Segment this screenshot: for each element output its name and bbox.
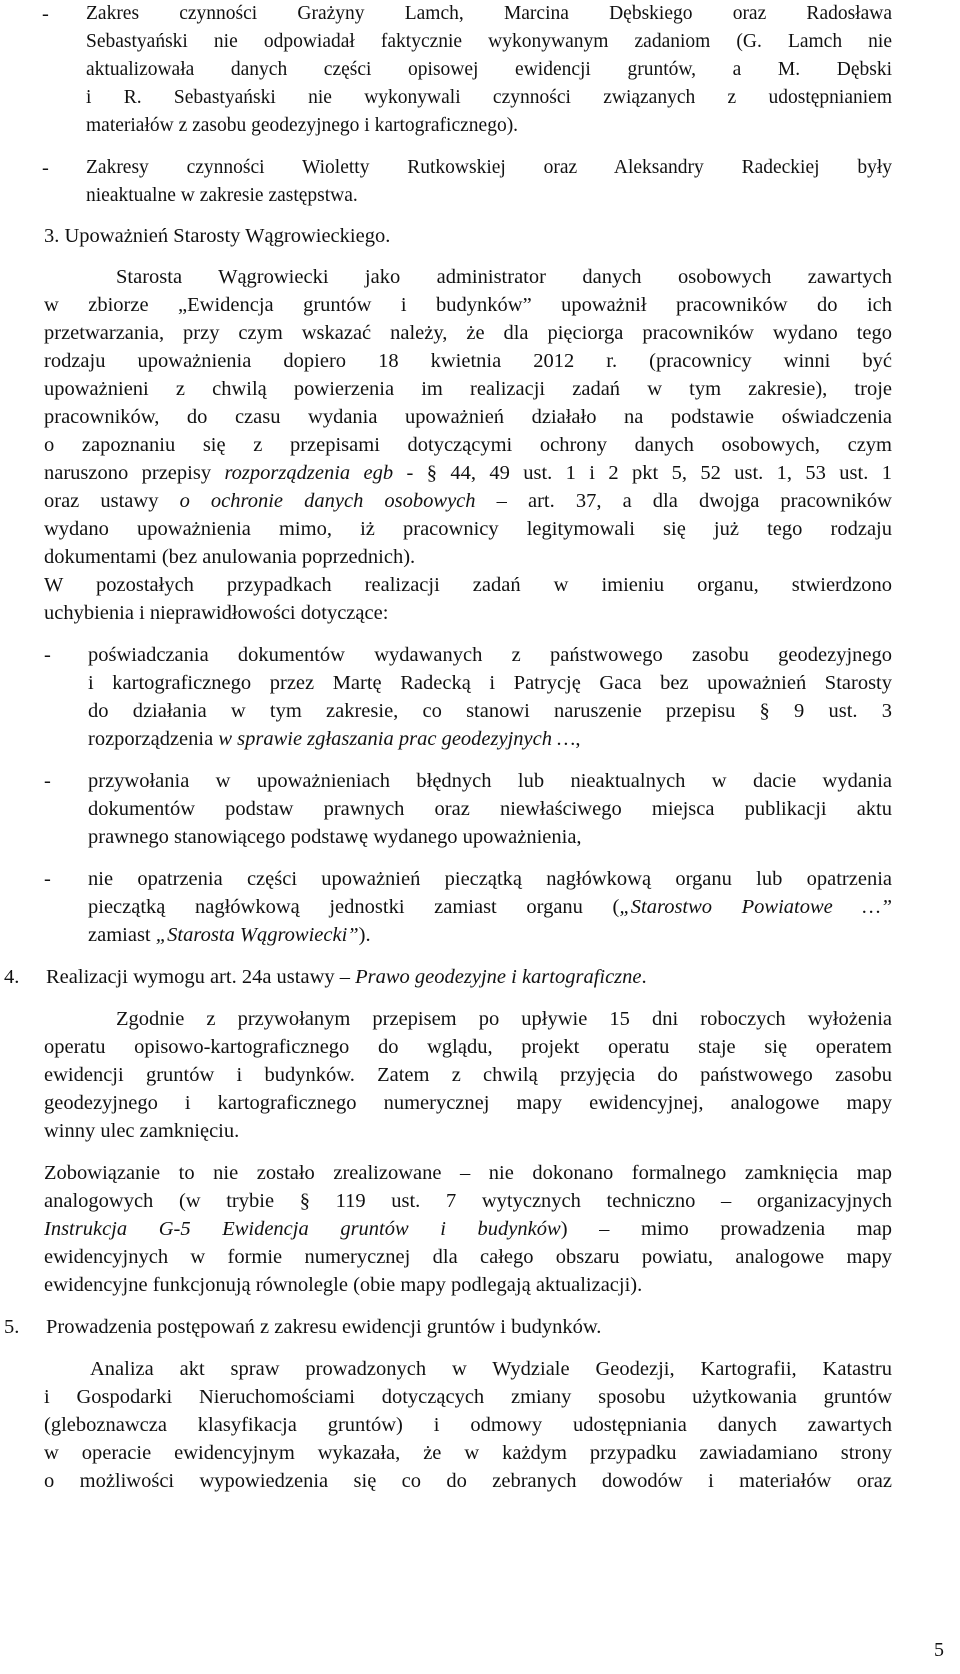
paragraph-line: operatu opisowo-kartograficznego do wglądu, projekt operatu staje się operatem	[44, 1036, 892, 1058]
paragraph-line: o zapoznaniu się z przepisami dotyczącymi ochrony danych osobowych, czym	[44, 434, 892, 456]
paragraph-line: upoważnieni z chwilą powierzenia im realizacji zadań w tym zakresie), troje	[44, 378, 892, 400]
list-item-line: nie opatrzenia części upoważnień pieczątką nagłówkową organu lub opatrzenia	[88, 868, 892, 890]
paragraph-line: Analiza akt spraw prowadzonych w Wydziale Geodezji, Kartografii, Katastru	[90, 1358, 892, 1380]
list-item-line: pieczątką nagłówkową jednostki zamiast organu („Starostwo Powiatowe …”	[88, 896, 893, 918]
paragraph-line: w operacie ewidencyjnym wykazała, że w każdym przypadku zawiadamiano strony	[44, 1442, 892, 1464]
paragraph-line: W pozostałych przypadkach realizacji zadań w imieniu organu, stwierdzono	[44, 574, 892, 596]
paragraph-line: przetwarzania, przy czym wskazać należy, że dla pięciorga pracowników wydano tego	[44, 322, 892, 344]
list-item-line: do działania w tym zakresie, co stanowi naruszenie przepisu § 9 ust. 3	[88, 700, 892, 722]
list-item-line: zamiast „Starosta Wągrowiecki”).	[88, 924, 371, 946]
dash-marker: -	[42, 3, 49, 25]
list-item-line: i kartograficznego przez Martę Radecką i Patrycję Gaca bez upoważnień Starosty	[88, 672, 892, 694]
paragraph-line: naruszono przepisy rozporządzenia egb - § 44, 49 ust. 1 i 2 pkt 5, 52 ust. 1, 53 ust. 1	[44, 462, 892, 484]
paragraph-line: geodezyjnego i kartograficznego numerycznej mapy ewidencyjnej, analogowe mapy	[44, 1092, 892, 1114]
section-heading: Prowadzenia postępowań z zakresu ewidencji gruntów i budynków.	[46, 1316, 602, 1338]
paragraph-line: i Gospodarki Nieruchomościami dotyczących zmiany sposobu użytkowania gruntów	[44, 1386, 892, 1408]
paragraph-line: (gleboznawcza klasyfikacja gruntów) i odmowy udostępniania danych zawartych	[44, 1414, 892, 1436]
section-number: 4.	[4, 966, 20, 988]
paragraph-line: ewidencyjnych w formie numerycznej dla całego obszaru powiatu, analogowe mapy	[44, 1246, 892, 1268]
list-item-line: poświadczania dokumentów wydawanych z państwowego zasobu geodezyjnego	[88, 644, 892, 666]
paragraph-line: dokumentami (bez anulowania poprzednich).	[44, 546, 416, 568]
text-line: materiałów z zasobu geodezyjnego i kartograficznego).	[86, 115, 519, 136]
list-item-line: rozporządzenia w sprawie zgłaszania prac geodezyjnych …,	[88, 728, 581, 750]
paragraph-line: ewidencyjne funkcjonują równolegle (obie mapy podlegają aktualizacji).	[44, 1274, 643, 1296]
paragraph-line: Starosta Wągrowiecki jako administrator danych osobowych zawartych	[116, 266, 892, 288]
text-line: nieaktualne w zakresie zastępstwa.	[86, 185, 358, 206]
paragraph-line: Zobowiązanie to nie zostało zrealizowane – nie dokonano formalnego zamknięcia map	[44, 1162, 892, 1184]
dash-marker: -	[44, 644, 51, 666]
paragraph-line: oraz ustawy o ochronie danych osobowych – art. 37, a dla dwojga pracowników	[44, 490, 892, 512]
paragraph-line: rodzaju upoważnienia dopiero 18 kwietnia 2012 r. (pracownicy winni być	[44, 350, 892, 372]
list-item-line: prawnego stanowiącego podstawę wydanego upoważnienia,	[88, 826, 582, 848]
text-line: aktualizowała danych części opisowej ewidencji gruntów, a M. Dębski	[86, 59, 892, 80]
list-item-line: przywołania w upoważnieniach błędnych lub nieaktualnych w dacie wydania	[88, 770, 892, 792]
dash-marker: -	[44, 770, 51, 792]
dash-marker: -	[42, 157, 49, 179]
paragraph-line: ewidencji gruntów i budynków. Zatem z chwilą przyjęcia do państwowego zasobu	[44, 1064, 892, 1086]
paragraph-line: pracowników, do czasu wydania upoważnień działało na podstawie oświadczenia	[44, 406, 892, 428]
list-item-line: dokumentów podstaw prawnych oraz niewłaściwego miejsca publikacji aktu	[88, 798, 892, 820]
page-number: 5	[934, 1639, 944, 1661]
section-heading: Realizacji wymogu art. 24a ustawy – Prawo geodezyjne i kartograficzne.	[46, 966, 647, 988]
section-number: 5.	[4, 1316, 20, 1338]
section-heading: 3. Upoważnień Starosty Wągrowieckiego.	[44, 225, 391, 247]
paragraph-line: w zbiorze „Ewidencja gruntów i budynków” upoważnił pracowników do ich	[44, 294, 892, 316]
text-line: Sebastyański nie odpowiadał faktycznie wykonywanym zadaniom (G. Lamch nie	[86, 31, 892, 52]
paragraph-line: wydano upoważnienia mimo, iż pracownicy legitymowali się już tego rodzaju	[44, 518, 892, 540]
paragraph-line: o możliwości wypowiedzenia się co do zebranych dowodów i materiałów oraz	[44, 1470, 892, 1492]
text-line: i R. Sebastyański nie wykonywali czynności związanych z udostępnianiem	[86, 87, 892, 108]
dash-marker: -	[44, 868, 51, 890]
paragraph-line: winny ulec zamknięciu.	[44, 1120, 240, 1142]
paragraph-line: Instrukcja G-5 Ewidencja gruntów i budynków) – mimo prowadzenia map	[44, 1218, 892, 1240]
text-line: Zakres czynności Grażyny Lamch, Marcina Dębskiego oraz Radosława	[86, 3, 892, 24]
paragraph-line: uchybienia i nieprawidłowości dotyczące:	[44, 602, 389, 624]
text-line: Zakresy czynności Wioletty Rutkowskiej oraz Aleksandry Radeckiej były	[86, 157, 892, 178]
paragraph-line: analogowych (w trybie § 119 ust. 7 wytycznych techniczno – organizacyjnych	[44, 1190, 892, 1212]
paragraph-line: Zgodnie z przywołanym przepisem po upływie 15 dni roboczych wyłożenia	[116, 1008, 892, 1030]
